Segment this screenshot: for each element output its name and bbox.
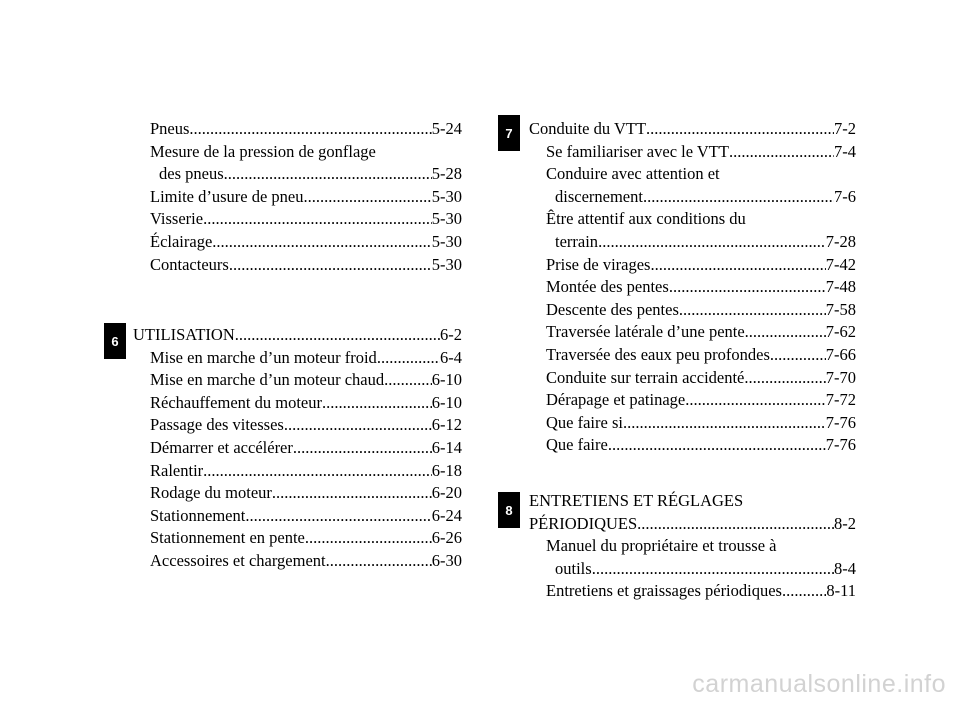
toc-entry-title: Limite d’usure de pneu: [150, 186, 304, 206]
dot-leader: [637, 513, 834, 536]
toc-entry[interactable]: [546, 558, 856, 581]
toc-entry[interactable]: [150, 505, 462, 528]
toc-entry-title: Mesure de la pression de gonflage: [150, 141, 376, 161]
watermark-text: carmanualsonline.info: [692, 670, 946, 698]
toc-entry-page: 5-24: [431, 119, 462, 138]
toc-chapter-7-entries: [529, 118, 856, 457]
toc-entry[interactable]: [529, 513, 856, 536]
toc-entry[interactable]: [546, 580, 856, 603]
toc-entry-title: Prise de virages: [546, 254, 651, 274]
dot-leader: [745, 321, 826, 344]
toc-entry[interactable]: [150, 118, 462, 141]
toc-entry-title: Se familiariser avec le VTT: [546, 141, 729, 161]
toc-entry-page: 6-2: [440, 325, 462, 344]
dot-leader: [235, 324, 440, 347]
toc-entry-page: 7-72: [825, 390, 856, 410]
toc-entry[interactable]: [150, 369, 462, 392]
dot-leader: [643, 186, 834, 209]
toc-entry[interactable]: [546, 141, 856, 164]
toc-entry-page: 6-10: [431, 392, 462, 412]
toc-entry-title: UTILISATION: [133, 325, 235, 344]
toc-chapter-8-entries: [529, 490, 856, 603]
toc-entry-page: 7-48: [825, 277, 856, 297]
toc-entry-page: 7-6: [834, 186, 856, 206]
toc-entry[interactable]: [546, 186, 856, 209]
toc-entry-title: Éclairage: [150, 231, 213, 251]
toc-entry[interactable]: [546, 367, 856, 390]
toc-entry-title: Rodage du moteur: [150, 483, 272, 503]
toc-entry[interactable]: [150, 437, 462, 460]
toc-entry-title: Ralentir: [150, 460, 204, 480]
toc-entry[interactable]: [546, 276, 856, 299]
toc-entry-page: 7-66: [825, 344, 856, 364]
toc-entry[interactable]: [150, 208, 462, 231]
toc-entry[interactable]: [546, 389, 856, 412]
dot-leader: [203, 460, 432, 483]
dot-leader: [782, 580, 826, 603]
dot-leader: [669, 276, 826, 299]
toc-entry-page: 6-20: [431, 483, 462, 503]
toc-entry-title: Traversée des eaux peu profondes: [546, 344, 770, 364]
toc-entry-page: 7-42: [825, 254, 856, 274]
toc-entry[interactable]: [546, 163, 856, 186]
toc-entry[interactable]: [150, 163, 462, 186]
dot-leader: [623, 412, 826, 435]
toc-entry-page: 5-28: [431, 164, 462, 184]
toc-entry-title: Accessoires et chargement: [150, 550, 326, 570]
toc-entry-page: 8-2: [834, 513, 856, 533]
dot-leader: [744, 367, 825, 390]
chapter-tab-7[interactable]: 7: [498, 115, 520, 151]
toc-entry[interactable]: [150, 550, 462, 573]
toc-entry[interactable]: [546, 231, 856, 254]
toc-entry-title: Réchauffement du moteur: [150, 392, 322, 412]
toc-entry-title: ENTRETIENS ET RÉGLAGES: [529, 491, 744, 510]
toc-entry[interactable]: [546, 535, 856, 558]
toc-entry-title: Traversée latérale d’une pente: [546, 322, 745, 342]
toc-entry[interactable]: [150, 254, 462, 277]
dot-leader: [322, 392, 432, 415]
toc-entry-title: Conduire avec attention et: [546, 164, 720, 184]
toc-entry-page: 6-24: [431, 505, 462, 525]
toc-entry-page: 6-26: [431, 528, 462, 548]
dot-leader: [224, 163, 432, 186]
toc-entry-title: terrain: [555, 231, 599, 251]
toc-entry-page: 6-18: [431, 460, 462, 480]
toc-entry-title: Montée des pentes: [546, 277, 669, 297]
dot-leader: [272, 482, 432, 505]
dot-leader: [203, 208, 432, 231]
toc-entry-title: Stationnement en pente: [150, 528, 305, 548]
toc-entry[interactable]: [150, 392, 462, 415]
toc-entry-title: Conduite du VTT: [529, 119, 647, 138]
toc-entry-title: des pneus: [159, 164, 224, 184]
toc-entry[interactable]: [150, 460, 462, 483]
toc-entry[interactable]: [150, 527, 462, 550]
toc-entry[interactable]: [150, 141, 462, 164]
toc-entry-title: Être attentif aux conditions du: [546, 209, 746, 229]
toc-entry[interactable]: [546, 299, 856, 322]
dot-leader: [384, 369, 432, 392]
toc-entry-title: Mise en marche d’un moteur chaud: [150, 370, 385, 390]
dot-leader: [770, 344, 826, 367]
toc-entry[interactable]: [546, 412, 856, 435]
chapter-tab-8[interactable]: 8: [498, 492, 520, 528]
toc-entry-page: 6-12: [431, 415, 462, 435]
toc-entry[interactable]: [150, 186, 462, 209]
toc-entry-page: 5-30: [431, 209, 462, 229]
toc-entry-title: Manuel du propriétaire et trousse à: [546, 536, 777, 556]
toc-entry[interactable]: [150, 482, 462, 505]
toc-entry-page: 6-10: [431, 370, 462, 390]
toc-entry-page: 7-58: [825, 299, 856, 319]
dot-leader: [608, 434, 826, 457]
toc-entry[interactable]: [529, 490, 856, 513]
dot-leader: [305, 527, 432, 550]
toc-entry-page: 7-76: [825, 435, 856, 455]
dot-leader: [598, 231, 826, 254]
toc-entry-page: 7-4: [834, 141, 856, 161]
toc-section-5-entries: [150, 118, 462, 276]
toc-entry[interactable]: [529, 118, 856, 141]
dot-leader: [212, 231, 431, 254]
dot-leader: [377, 347, 440, 370]
dot-leader: [229, 254, 432, 277]
toc-entry-title: Mise en marche d’un moteur froid: [150, 347, 377, 367]
toc-entry-title: Que faire: [546, 435, 608, 455]
toc-entry-title: Stationnement: [150, 505, 246, 525]
toc-entry-title: PÉRIODIQUES: [529, 513, 638, 533]
dot-leader: [646, 118, 834, 141]
toc-entry-page: 6-30: [431, 550, 462, 570]
toc-entry-title: Visserie: [150, 209, 204, 229]
toc-entry-title: outils: [555, 558, 592, 578]
toc-entry-page: 6-4: [440, 347, 462, 367]
toc-entry[interactable]: [546, 208, 856, 231]
dot-leader: [326, 550, 432, 573]
toc-entry-page: 5-30: [431, 254, 462, 274]
toc-entry[interactable]: [133, 324, 462, 347]
dot-leader: [729, 141, 834, 164]
toc-entry-page: 6-14: [431, 437, 462, 457]
toc-entry[interactable]: [546, 344, 856, 367]
toc-entry-page: 7-2: [834, 119, 856, 138]
toc-entry[interactable]: [546, 434, 856, 457]
chapter-tab-6[interactable]: 6: [104, 323, 126, 359]
toc-entry[interactable]: [150, 231, 462, 254]
toc-entry[interactable]: [546, 254, 856, 277]
toc-entry-page: 8-4: [834, 558, 856, 578]
toc-entry[interactable]: [150, 414, 462, 437]
toc-entry-title: Contacteurs: [150, 254, 229, 274]
toc-entry-title: Démarrer et accélérer: [150, 437, 293, 457]
toc-entry-page: 7-76: [825, 412, 856, 432]
dot-leader: [679, 299, 826, 322]
toc-entry-title: Que faire si: [546, 412, 623, 432]
dot-leader: [650, 254, 825, 277]
dot-leader: [293, 437, 432, 460]
dot-leader: [592, 558, 834, 581]
toc-entry[interactable]: [150, 347, 462, 370]
toc-entry-title: Entretiens et graissages périodiques: [546, 581, 782, 601]
toc-entry-page: 7-70: [825, 367, 856, 387]
toc-entry-page: 5-30: [431, 231, 462, 251]
toc-entry-page: 7-28: [825, 231, 856, 251]
toc-entry-page: 5-30: [431, 186, 462, 206]
toc-entry-title: Conduite sur terrain accidenté: [546, 367, 745, 387]
dot-leader: [189, 118, 431, 141]
toc-entry-title: Pneus: [150, 119, 190, 138]
dot-leader: [304, 186, 432, 209]
toc-chapter-6-entries: [133, 324, 462, 573]
toc-entry-page: 7-62: [825, 322, 856, 342]
dot-leader: [284, 414, 432, 437]
toc-entry-title: Descente des pentes: [546, 299, 679, 319]
toc-entry-page: 8-11: [826, 581, 856, 601]
dot-leader: [685, 389, 825, 412]
toc-entry-title: discernement: [555, 186, 643, 206]
toc-entry-title: Passage des vitesses: [150, 415, 284, 435]
toc-entry-title: Dérapage et patinage: [546, 390, 686, 410]
dot-leader: [245, 505, 431, 528]
toc-entry[interactable]: [546, 321, 856, 344]
